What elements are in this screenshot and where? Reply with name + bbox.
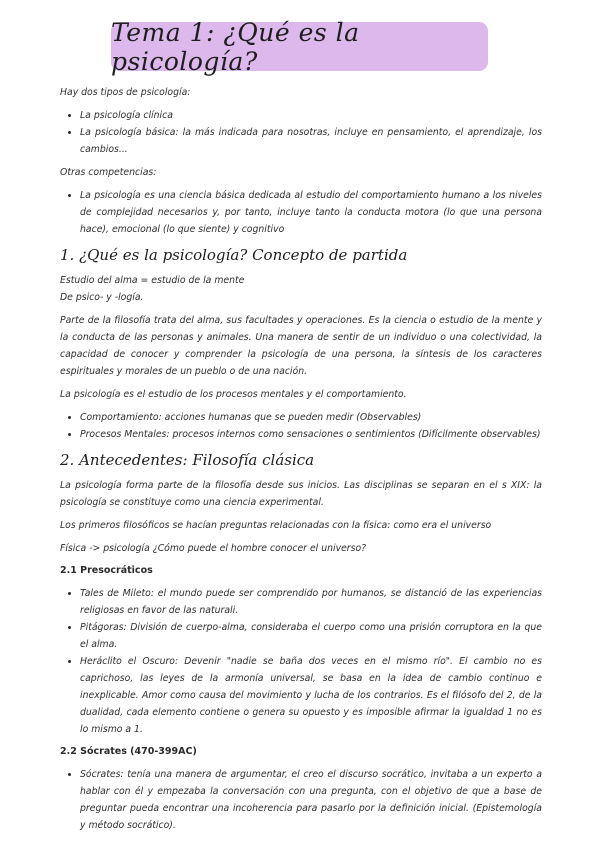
subsection-2-1-list — [60, 585, 542, 738]
types-list — [60, 107, 542, 158]
competencias-list — [60, 187, 542, 238]
title-banner — [111, 17, 488, 76]
notes-content — [60, 84, 542, 840]
list-item: • Tales de Mileto: el mundo puede ser comprendido por humanos, se distanció de las experiencias religiosas en favor de las naturali. — [80, 585, 542, 619]
competencias-heading: Otras competencias: — [60, 167, 157, 178]
list-item: • La psicología clínica — [80, 107, 542, 124]
section-2-heading: 2. Antecedentes: Filosofía clásica — [60, 451, 315, 469]
types-heading: Hay dos tipos de psicología: — [60, 87, 191, 98]
list-item: • Sócrates: tenía una manera de argumentar, el creo el discurso socrático, invitaba a un experto a hablar con él y empezaba la conversación con una pregunta, con el objetivo de que a base de preguntar pueda encontrar una incoherencia para pasarlo por la definición inicial. (Epistemología y método socrático). — [80, 766, 542, 834]
list-item: • Pitágoras: División de cuerpo-alma, consideraba el cuerpo como una prisión corruptora en la que el alma. — [80, 619, 542, 653]
section-2-paragraph-1: La psicología forma parte de la filosofía desde sus inicios. Las disciplinas se separan en el s XIX: la psicología se constituye como una ciencia experimental. — [60, 480, 542, 508]
subsection-2-2-heading: 2.2 Sócrates (470-399AC) — [60, 746, 197, 757]
list-item: • La psicología es una ciencia básica dedicada al estudio del comportamiento humano a los niveles de complejidad necesarios y, por tanto, incluye tanto la conducta motora (lo que una persona hace), emocional (lo que siente) y cognitivo — [80, 187, 542, 238]
section-1-line-1: Estudio del alma = estudio de la mente — [60, 275, 245, 286]
list-item: • La psicología básica: la más indicada para nosotras, incluye en pensamiento, el aprendizaje, los cambios... — [80, 124, 542, 158]
section-1-paragraph-1: Parte de la filosofía trata del alma, sus facultades y operaciones. Es la ciencia o estudio de la mente y la conducta de las personas y animales. Una manera de sentir de un individuo o una colectividad, la capacidad de conocer y comprender la psicología de una persona, la síntesis de los caracteres espirituales y morales de un pueblo o de una nación. — [60, 315, 542, 377]
subsection-2-1-heading: 2.1 Presocráticos — [60, 565, 153, 576]
subsection-2-2-list — [60, 766, 542, 834]
list-item: • Heráclito el Oscuro: Devenir "nadie se baña dos veces en el mismo río". El cambio no es caprichoso, las leyes de la armonía universal, se basa en la idea de cambio continuo e inexplicable. Amor como causa del movimiento y lucha de los contrarios. Es el filósofo del 2, de la dualidad, cada elemento contiene o genera su opuesto y es imposible afirmar la igualdad 1 no es lo mismo a 1. — [80, 653, 542, 738]
section-1-heading: 1. ¿Qué es la psicología? Concepto de partida — [60, 246, 408, 264]
page-title: Tema 1: ¿Qué es la psicología? — [111, 17, 360, 76]
section-2-paragraph-3: Física -> psicología ¿Cómo puede el hombre conocer el universo? — [60, 543, 367, 554]
list-item: • Comportamiento: acciones humanas que se pueden medir (Observables) — [80, 409, 542, 426]
list-item: • Procesos Mentales: procesos internos como sensaciones o sentimientos (Difícilmente observables) — [80, 426, 542, 443]
section-1-list — [60, 409, 542, 443]
section-1-line-2: De psico- y -logía. — [60, 292, 144, 303]
section-1-paragraph-2: La psicología es el estudio de los procesos mentales y el comportamiento. — [60, 389, 407, 400]
section-2-paragraph-2: Los primeros filosóficos se hacían preguntas relacionadas con la física: como era el universo — [60, 520, 492, 531]
